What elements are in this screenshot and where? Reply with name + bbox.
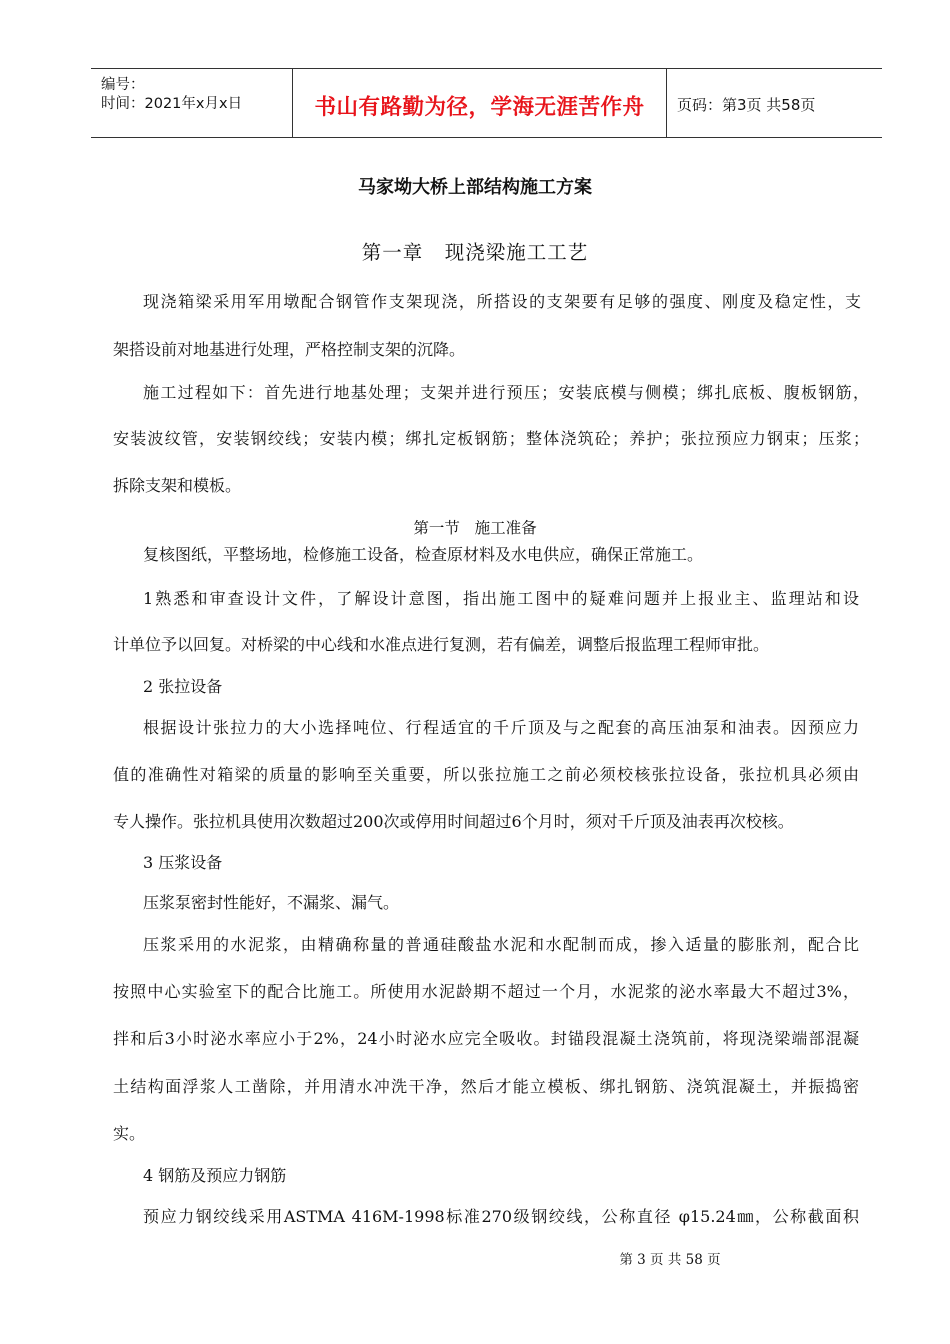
body-line: 现浇箱梁采用军用墩配合钢管作支架现浇，所搭设的支架要有足够的强度、刚度及稳定性，支 — [143, 292, 861, 311]
body-line: 2 张拉设备 — [143, 677, 223, 696]
time-label: 时间：2021年x月x日 — [101, 96, 243, 112]
page-header — [91, 68, 882, 138]
body-line: 根据设计张拉力的大小选择吨位、行程适宜的千斤顶及与之配套的高压油泵和油表。因预应力 — [143, 718, 859, 737]
body-line: 实。 — [113, 1124, 146, 1143]
header-info-cell — [91, 69, 293, 137]
body-line: 4 钢筋及预应力钢筋 — [143, 1166, 287, 1185]
section-heading: 第一节 施工准备 — [413, 519, 537, 537]
body-line: 拌和后3小时泌水率应小于2%，24小时泌水应完全吸收。封锚段混凝土浇筑前，将现浇梁端部混凝 — [113, 1029, 859, 1048]
body-line: 预应力钢绞线采用ASTMA 416M-1998标准270级钢绞线，公称直径 φ15.24㎜，公称截面积 — [143, 1207, 859, 1226]
chapter-heading: 第一章 现浇梁施工工艺 — [361, 241, 589, 264]
body-line: 计单位予以回复。对桥梁的中心线和水准点进行复测，若有偏差，调整后报监理工程师审批。 — [113, 635, 770, 654]
body-line: 复核图纸，平整场地，检修施工设备，检查原材料及水电供应，确保正常施工。 — [143, 545, 704, 564]
page-code: 页码：第3页 共58页 — [677, 96, 816, 114]
header-page-cell — [667, 69, 882, 137]
motto-text: 书山有路勤为径，学海无涯苦作舟 — [314, 95, 645, 120]
document-title: 马家坳大桥上部结构施工方案 — [358, 177, 592, 198]
body-line: 安装波纹管，安装钢绞线；安装内模；绑扎定板钢筋；整体浇筑砼；养护；张拉预应力钢束；压浆； — [113, 429, 869, 448]
body-line: 按照中心实验室下的配合比施工。所使用水泥龄期不超过一个月，水泥浆的泌水率最大不超过3%， — [113, 982, 859, 1001]
serial-label: 编号： — [101, 77, 145, 93]
body-line: 3 压浆设备 — [143, 853, 223, 872]
body-line: 1熟悉和审查设计文件，了解设计意图，指出施工图中的疑难问题并上报业主、监理站和设 — [143, 589, 859, 608]
page-footer: 第 3 页 共 58 页 — [619, 1252, 721, 1268]
header-motto-cell — [293, 69, 667, 137]
body-line: 压浆泵密封性能好，不漏浆、漏气。 — [143, 893, 400, 912]
body-line: 值的准确性对箱梁的质量的影响至关重要，所以张拉施工之前必须校核张拉设备，张拉机具必须由 — [113, 765, 859, 784]
body-line: 压浆采用的水泥浆，由精确称量的普通硅酸盐水泥和水配制而成，掺入适量的膨胀剂，配合比 — [143, 935, 859, 954]
body-line: 施工过程如下：首先进行地基处理；支架并进行预压；安装底模与侧模；绑扎底板、腹板钢筋， — [143, 383, 869, 402]
body-line: 架搭设前对地基进行处理，严格控制支架的沉降。 — [113, 340, 466, 359]
body-line: 拆除支架和模板。 — [113, 476, 242, 495]
body-line: 专人操作。张拉机具使用次数超过200次或停用时间超过6个月时，须对千斤顶及油表再次校核。 — [113, 812, 794, 831]
body-line: 土结构面浮浆人工凿除，并用清水冲洗干净，然后才能立模板、绑扎钢筋、浇筑混凝土，并振捣密 — [113, 1077, 859, 1096]
